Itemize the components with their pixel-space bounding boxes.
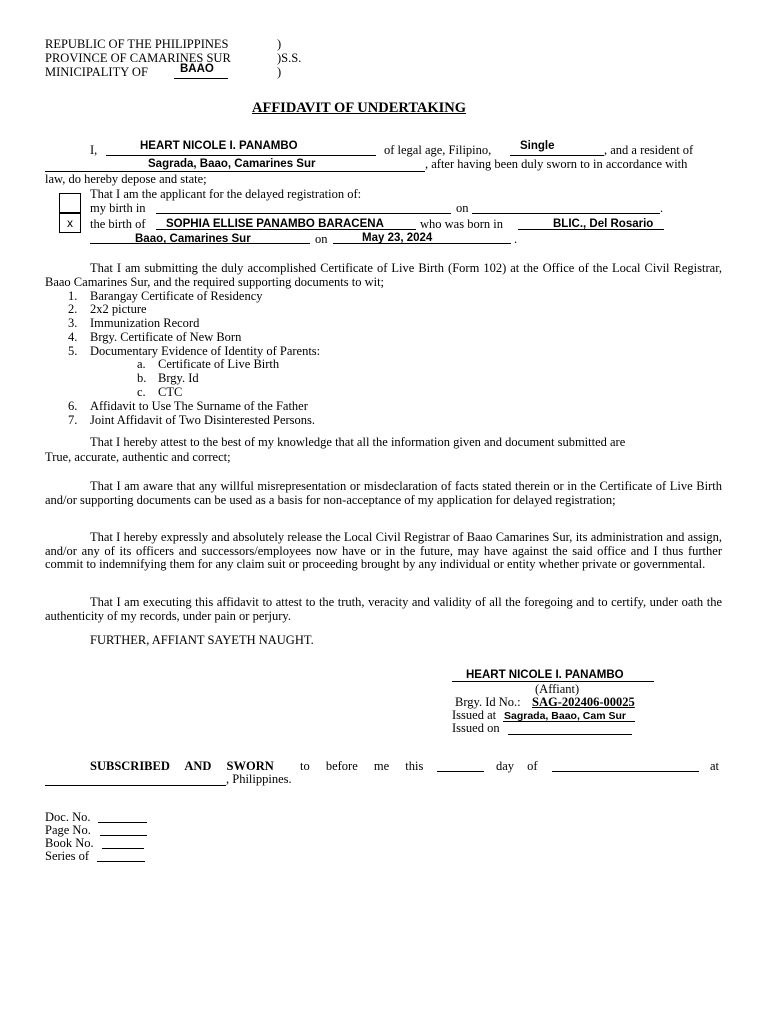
id-label: Brgy. Id No.: (455, 695, 521, 709)
submission-text: That I am submitting the duly accomplished Certificate of Live Birth (Form 102) at the Office of the Local Civil Registrar, Baao Camarines Sur, and the required supporting documents to wit; (45, 261, 722, 289)
my-birth-label: my birth in (90, 201, 146, 215)
sub-item: CTC (158, 385, 183, 399)
header-republic: REPUBLIC OF THE PHILIPPINES (45, 37, 229, 51)
header-province: PROVINCE OF CAMARINES SUR (45, 51, 231, 65)
intro-legal-age: of legal age, Filipino, (384, 143, 492, 157)
list-item: Joint Affidavit of Two Disinterested Persons. (90, 413, 316, 427)
id-value: SAG-202406-00025 (532, 695, 635, 709)
check-mark: x (67, 216, 73, 230)
intro-sworn: , after having been duly sworn to in accordance with (425, 157, 688, 171)
list-item: Affidavit to Use The Surname of the Father (90, 399, 308, 413)
attest-line-1: That I hereby attest to the best of my knowledge that all the information given and document submitted are (90, 435, 626, 449)
intro-i: I, (90, 143, 98, 157)
series-field (97, 847, 145, 862)
birth-place-2: Baao, Camarines Sur (135, 233, 251, 245)
list-item-num: 7. (68, 413, 78, 427)
series-label: Series of (45, 849, 90, 863)
jurat-philippines: , Philippines. (226, 772, 292, 786)
doc-no-label: Doc. No. (45, 810, 91, 824)
my-birth-checkbox[interactable] (59, 193, 81, 213)
my-birth-date-field (472, 199, 660, 214)
signature-name: HEART NICOLE I. PANAMBO (466, 669, 624, 681)
aware-paragraph: That I am aware that any willful misrepresentation or misdeclaration of facts stated therein or in the Certificate of Live Birth and/or supporting documents can be used as a basis for non-acceptance of my application for delayed registration; (45, 479, 722, 507)
my-birth-on-label: on (456, 201, 469, 215)
birth-on-label: on (315, 232, 328, 246)
header-ss: )S.S. (277, 51, 302, 65)
list-item-num: 3. (68, 316, 78, 330)
applicant-text: That I am the applicant for the delayed registration of: (90, 187, 362, 201)
issued-on-label: Issued on (452, 721, 500, 735)
sub-item: Brgy. Id (158, 371, 199, 385)
list-item-num: 1. (68, 289, 78, 303)
birth-date: May 23, 2024 (362, 232, 433, 244)
issued-at-value: Sagrada, Baao, Cam Sur (504, 710, 626, 722)
child-name: SOPHIA ELLISE PANAMBO BARACENA (166, 218, 384, 230)
signature-role: (Affiant) (535, 682, 580, 696)
header-paren-1: ) (277, 37, 282, 51)
born-in-label: who was born in (420, 217, 503, 231)
affiant-address: Sagrada, Baao, Camarines Sur (148, 158, 316, 170)
attest-line-2: True, accurate, authentic and correct; (45, 450, 231, 464)
further-statement: FURTHER, AFFIANT SAYETH NAUGHT. (90, 633, 314, 647)
jurat-place-field (45, 771, 226, 786)
jurat-at: at (710, 759, 720, 773)
release-paragraph: That I hereby expressly and absolutely release the Local Civil Registrar of Baao Camarines Sur, its administration and assign, and/or any of its officers and successors/employees now have or in the future, may have against the said office and I thus further commit to indemnifying them for any claim suit or proceeding brought by any individual or entity whether private or governmental. (45, 530, 722, 571)
header-municipality-label: MINICIPALITY OF (45, 65, 148, 79)
list-item: Barangay Certificate of Residency (90, 289, 263, 303)
birth-of-label: the birth of (90, 217, 146, 231)
sub-item: Certificate of Live Birth (158, 357, 280, 371)
document-title: AFFIDAVIT OF UNDERTAKING (252, 100, 467, 116)
list-item-num: 6. (68, 399, 78, 413)
header-paren-3: ) (277, 65, 282, 79)
intro-depose: law, do hereby depose and state; (45, 172, 207, 186)
list-item: Immunization Record (90, 316, 200, 330)
issued-on-field (508, 720, 632, 735)
civil-status: Single (520, 140, 555, 152)
birth-of-checkbox[interactable] (59, 213, 81, 233)
sub-item-num: c. (137, 385, 146, 399)
jurat-day-field (437, 757, 484, 772)
list-item: Brgy. Certificate of New Born (90, 330, 242, 344)
executing-paragraph: That I am executing this affidavit to attest to the truth, veracity and validity of all the foregoing and to certify, under oath the authenticity of my records, under pain or perjury. (45, 595, 722, 623)
book-no-label: Book No. (45, 836, 94, 850)
jurat-to-before: to before me this (300, 759, 424, 773)
list-item: 2x2 picture (90, 302, 147, 316)
list-item-num: 4. (68, 330, 78, 344)
jurat-month-field (552, 757, 699, 772)
list-item-num: 2. (68, 302, 78, 316)
sub-item-num: a. (137, 357, 146, 371)
jurat-subscribed: SUBSCRIBED AND SWORN (90, 759, 274, 773)
birth-place-1: BLIC., Del Rosario (553, 218, 654, 230)
page-no-label: Page No. (45, 823, 91, 837)
my-birth-place-field (156, 199, 451, 214)
list-item: Documentary Evidence of Identity of Parents: (90, 344, 321, 358)
intro-resident: , and a resident of (604, 143, 694, 157)
affiant-name: HEART NICOLE I. PANAMBO (140, 140, 298, 152)
my-birth-period: . (660, 201, 664, 215)
municipality-value: BAAO (180, 63, 214, 75)
issued-at-label: Issued at (452, 708, 497, 722)
list-item-num: 5. (68, 344, 78, 358)
jurat-day-of: day of (496, 759, 538, 773)
sub-item-num: b. (137, 371, 147, 385)
birth-period: . (514, 232, 518, 246)
